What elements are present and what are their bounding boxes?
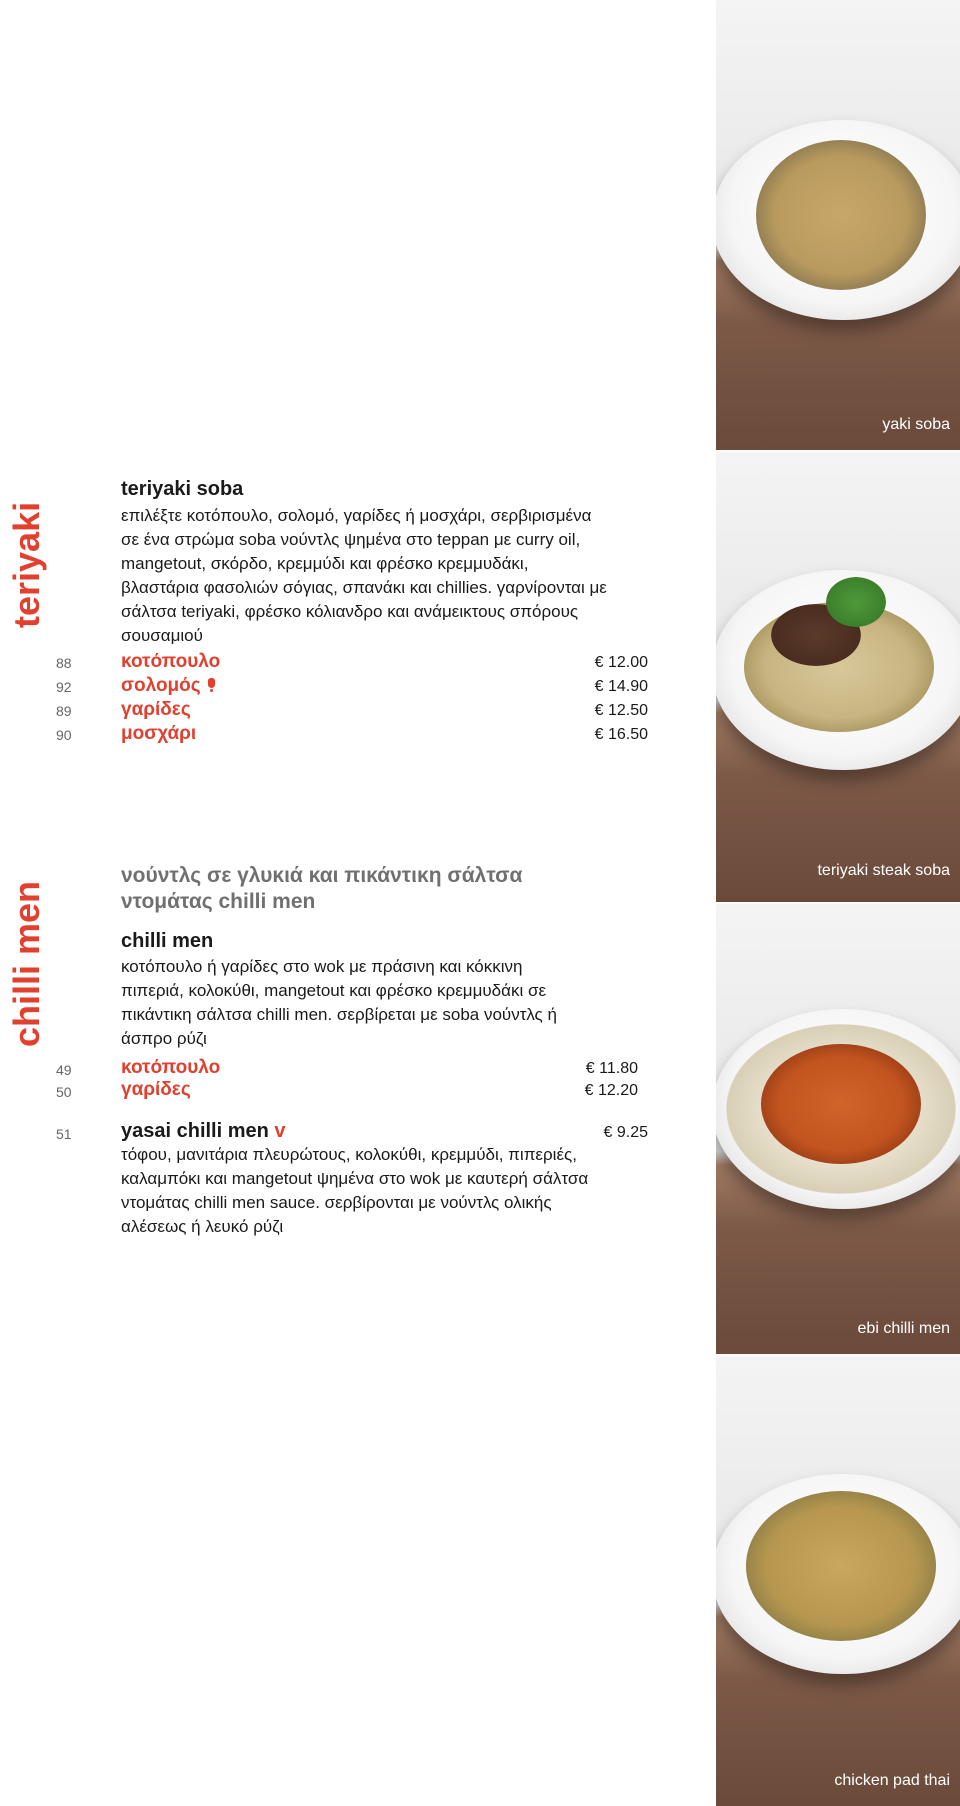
item-description-chilli-men: κοτόπουλο ή γαρίδες στο wok με πράσινη και κόκκινη πιπεριά, κολοκύθι, mangetout και φρέσκο κρεμμυδάκι σε πικάντικη σάλτσα chilli men. σερβίρεται με soba νούντλς ή άσπρο ρύζι (121, 957, 557, 1048)
option-price: € 11.80 (585, 1060, 638, 1077)
item-title-chilli-men: chilli men (121, 930, 214, 952)
photo-yaki-soba (716, 0, 960, 450)
option-name: γαρίδες (121, 1079, 191, 1100)
chilli-icon (207, 678, 216, 692)
section-heading (121, 863, 522, 915)
option-name: κοτόπουλο (121, 1057, 221, 1078)
photo-teriyaki-steak-soba (716, 452, 960, 902)
photo-caption: teriyaki steak soba (817, 862, 950, 879)
item-price: € 9.25 (603, 1124, 648, 1141)
item-description-yasai-chilli-men: τόφου, μανιτάρια πλευρώτους, κολοκύθι, κρεμμύδι, πιπεριές, καλαμπόκι και mangetout ψημένα στο wok με καυτερή σάλτσα ντομάτας chilli men sauce. σερβίρονται με νούντλς ολικής αλέσεως ή λευκό ρύζι (121, 1145, 589, 1236)
item-code: 49 (56, 1062, 72, 1078)
photo-ebi-chilli-men (716, 904, 960, 1354)
item-code: 51 (56, 1126, 72, 1142)
item-title-text: yasai chilli men (121, 1120, 269, 1142)
item-title-teriyaki-soba: teriyaki soba (121, 478, 244, 500)
item-description-teriyaki-soba: επιλέξτε κοτόπουλο, σολομό, γαρίδες ή μοσχάρι, σερβιρισμένα σε ένα στρώμα soba νούντλς ψημένα στο teppan με curry oil, mangetout, σκόρδο, κρεμμύδι και φρέσκο κρεμμυδάκι, βλαστάρια φασολιών σόγιας, σπανάκι και chillies. γαρνίρονται με σάλτσα teriyaki, φρέσκο κόλιανδρο και ανάμεικτους σπόρους σουσαμιού (121, 506, 607, 645)
vegetarian-mark: v (274, 1120, 286, 1142)
item-title-yasai-chilli-men (121, 1120, 286, 1143)
item-code: 50 (56, 1084, 72, 1100)
item-code: 90 (56, 727, 72, 743)
option-price: € 16.50 (594, 726, 648, 743)
option-name: σολομός (121, 675, 201, 696)
option-price: € 14.90 (594, 678, 648, 695)
photo-caption: chicken pad thai (834, 1772, 950, 1789)
food-image (746, 1491, 936, 1641)
section-heading-line: νούντλς σε γλυκιά και πικάντικη σάλτσα (121, 864, 523, 887)
food-image (756, 140, 926, 290)
option-price: € 12.00 (594, 654, 648, 671)
item-code: 92 (56, 679, 72, 695)
option-name: κοτόπουλο (121, 651, 221, 672)
option-name-with-icon (121, 675, 216, 697)
item-code: 88 (56, 655, 72, 671)
item-code: 89 (56, 703, 72, 719)
option-price: € 12.20 (584, 1082, 638, 1099)
option-name: γαρίδες (121, 699, 191, 720)
photo-chicken-pad-thai (716, 1356, 960, 1806)
option-name: μοσχάρι (121, 723, 197, 744)
photo-caption: ebi chilli men (857, 1320, 950, 1337)
photo-caption: yaki soba (882, 416, 950, 433)
food-image (761, 1044, 921, 1164)
section-label-chilli-men: chilli men (6, 880, 47, 1047)
herb-garnish (826, 577, 886, 627)
section-heading-line: ντομάτας chilli men (121, 890, 316, 913)
section-label-teriyaki: teriyaki (6, 501, 47, 628)
option-price: € 12.50 (594, 702, 648, 719)
